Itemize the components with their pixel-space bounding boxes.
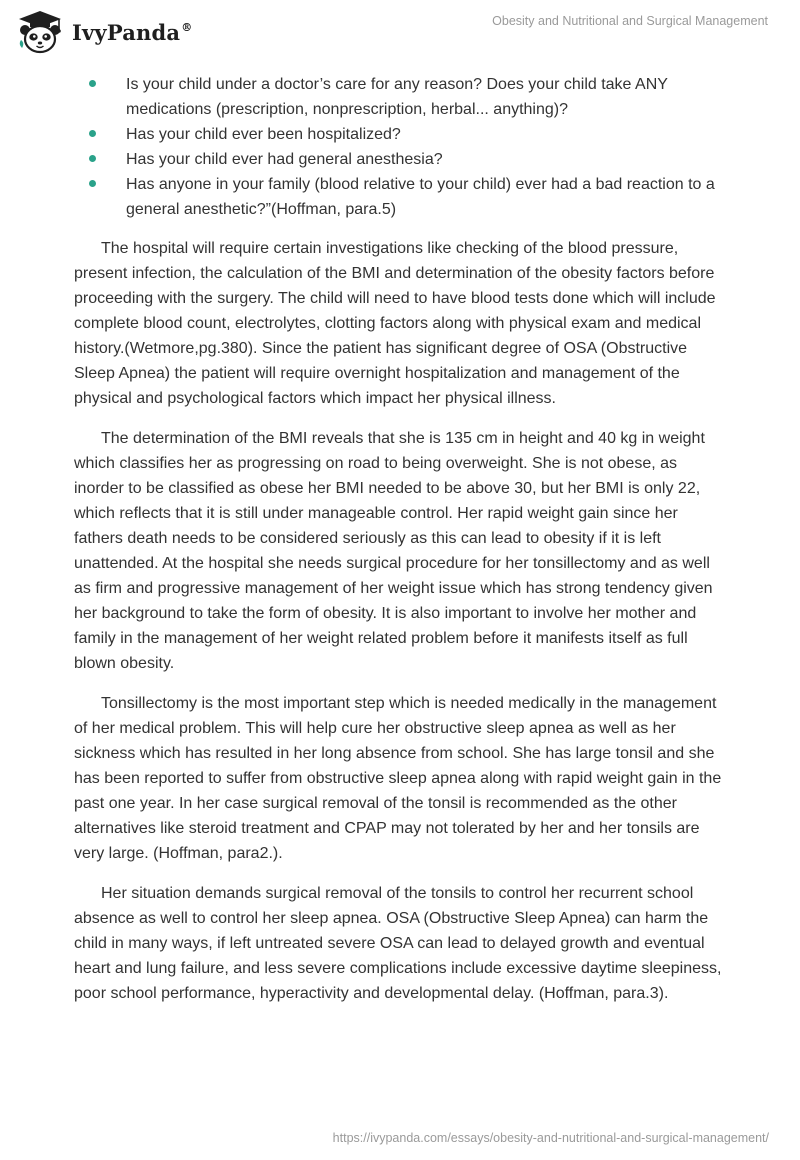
list-item [74, 72, 724, 122]
bullet-dot-icon [89, 130, 96, 137]
list-item [74, 122, 724, 147]
bullet-dot-icon [89, 80, 96, 87]
source-url-link[interactable]: https://ivypanda.com/essays/obesity-and-nutritional-and-surgical-management/ [332, 1131, 769, 1145]
list-item-text: Has your child ever been hospitalized? [126, 126, 401, 143]
essay-content [74, 72, 724, 1006]
brand-logo[interactable] [14, 8, 192, 56]
list-item-text: Has anyone in your family (blood relative to your child) ever had a bad reaction to a general anesthetic?”(Hoffman, para.5) [126, 176, 715, 218]
list-item [74, 172, 724, 222]
page-header [0, 0, 800, 62]
bullet-dot-icon [89, 180, 96, 187]
paragraph: The hospital will require certain investigations like checking of the blood pressure, present infection, the calculation of the BMI and determination of the obesity factors before proceeding with the surgery. The child will need to have blood tests done which will include complete blood count, electrolytes, clotting factors along with physical exam and medical history.(Wetmore,pg.380). Since the patient has significant degree of OSA (Obstructive Sleep Apnea) the patient will require overnight hospitalization and management of the physical and psychological factors which impact her physical illness. [74, 240, 716, 407]
list-item-text: Is your child under a doctor’s care for any reason? Does your child take ANY medications (prescription, nonprescription, herbal... anything)? [126, 76, 668, 118]
paragraph: The determination of the BMI reveals that she is 135 cm in height and 40 kg in weight which classifies her as progressing on road to being overweight. She is not obese, as inorder to be classified as obese her BMI needed to be above 30, but her BMI is only 22, which reflects that it is still under manageable control. Her rapid weight gain since her fathers death needs to be considered seriously as this can lead to obesity if it is left unattended. At the hospital she needs surgical procedure for her tonsillectomy and as well as firm and progressive management of her weight issue which has strong tendency given her background to take the form of obesity. It is also important to involve her mother and family in the management of her weight related problem before it manifests itself as full blown obesity. [74, 430, 713, 672]
paragraph: Tonsillectomy is the most important step which is needed medically in the management of her medical problem. This will help cure her obstructive sleep apnea as well as her sickness which has resulted in her long absence from school. She has large tonsil and she has been reported to suffer from obstructive sleep apnea along with rapid weight gain in the past one year. In her case surgical removal of the tonsil is recommended as the other alternatives like steroid treatment and CPAP may not tolerated by her and her tonsils are very large. (Hoffman, para2.). [74, 695, 722, 862]
paragraph: Her situation demands surgical removal of the tonsils to control her recurrent school absence as well to control her sleep apnea. OSA (Obstructive Sleep Apnea) can harm the child in many ways, if left untreated severe OSA can lead to delayed growth and eventual heart and lung failure, and less severe complications include excessive daytime sleepiness, poor school performance, hyperactivity and developmental delay. (Hoffman, para.3). [74, 885, 722, 1002]
list-item [74, 147, 724, 172]
panda-graduate-icon [14, 8, 66, 56]
document-title: Obesity and Nutritional and Surgical Management [492, 14, 768, 28]
question-list [74, 72, 724, 222]
registered-mark: ® [181, 20, 193, 34]
bullet-dot-icon [89, 155, 96, 162]
list-item-text: Has your child ever had general anesthesia? [126, 151, 443, 168]
brand-name: IvyPanda® [72, 19, 193, 45]
